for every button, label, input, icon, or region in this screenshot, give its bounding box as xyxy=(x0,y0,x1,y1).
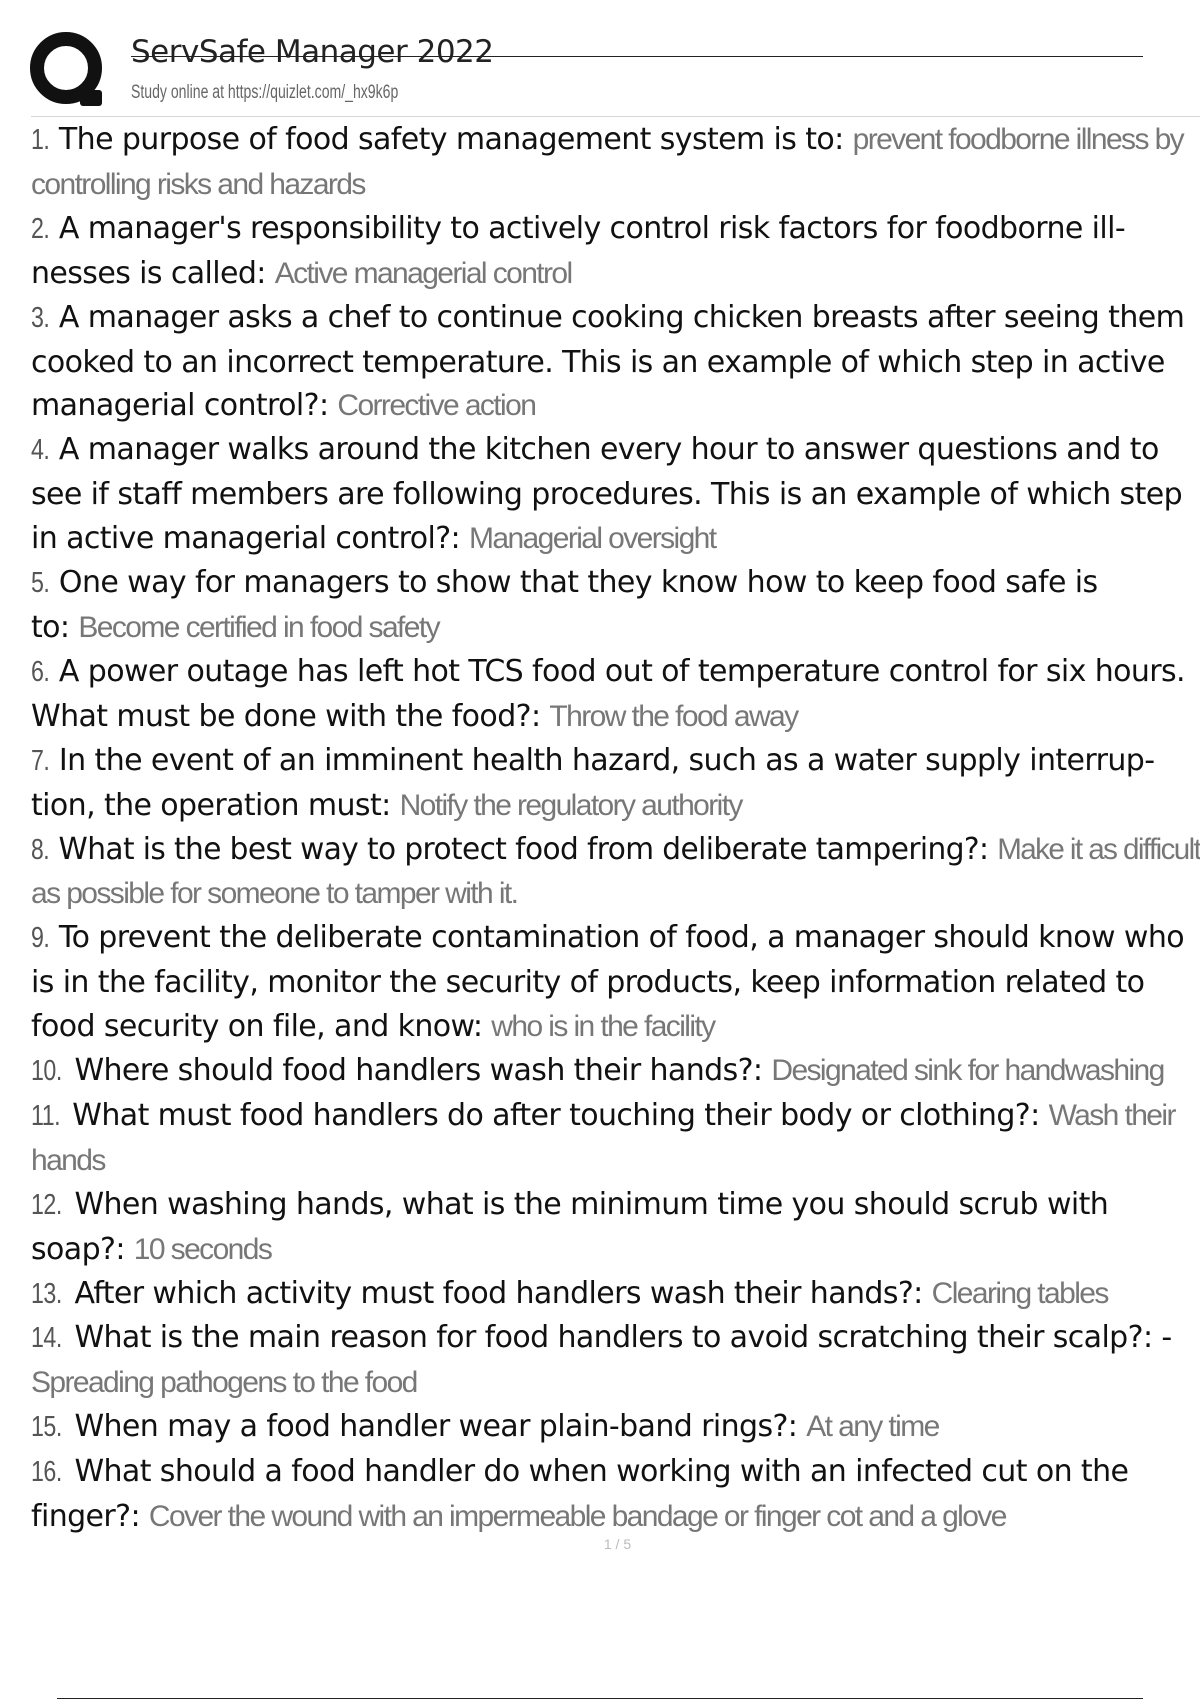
text-line xyxy=(31,163,1200,207)
answer-text: who is in the facility xyxy=(491,1010,715,1044)
answer-text: controlling risks and hazards xyxy=(31,167,365,201)
text-line xyxy=(31,961,1200,1005)
question-text: food security on file, and know: xyxy=(31,1009,492,1045)
question-text: is in the facility, monitor the security of products, keep information related to xyxy=(31,965,1145,1001)
question-text: soap?: xyxy=(31,1231,134,1267)
question-number: 10. xyxy=(31,1055,62,1088)
question-text: finger?: xyxy=(31,1499,149,1535)
answer-text: Corrective action xyxy=(337,389,536,423)
question-number: 16. xyxy=(31,1456,62,1489)
question-number: 9. xyxy=(31,922,50,955)
question-text: in active managerial control?: xyxy=(31,521,469,557)
question-text: What must food handlers do after touching their body or clothing?: xyxy=(63,1097,1049,1133)
text-line xyxy=(31,1005,1200,1049)
question-text: to: xyxy=(31,609,79,645)
text-line xyxy=(31,784,1200,828)
answer-text: Wash their xyxy=(1048,1098,1175,1132)
question-text: A manager asks a chef to continue cooking chicken breasts after seeing them xyxy=(50,299,1185,335)
question-text: nesses is called: xyxy=(31,255,275,291)
text-line xyxy=(31,916,1200,961)
title-rule xyxy=(131,56,1143,57)
question-text: A power outage has left hot TCS food out of temperature control for six hours. xyxy=(50,653,1185,689)
text-line xyxy=(31,872,1200,916)
question-text: What should a food handler do when working with an infected cut on the xyxy=(65,1454,1129,1490)
text-line xyxy=(31,739,1200,784)
text-line xyxy=(31,341,1200,385)
text-line xyxy=(31,1094,1200,1139)
text-line xyxy=(31,1316,1200,1361)
answer-text: Make it as difficult xyxy=(997,832,1200,866)
text-line xyxy=(31,428,1200,473)
question-text: To prevent the deliberate contamination of food, a manager should know who xyxy=(50,920,1185,956)
text-line xyxy=(31,1139,1200,1183)
question-text: After which activity must food handlers wash their hands?: xyxy=(65,1275,932,1311)
footer-rule xyxy=(57,1698,1143,1699)
text-line xyxy=(31,561,1200,606)
answer-text: 10 seconds xyxy=(133,1232,272,1266)
question-text: tion, the operation must: xyxy=(31,787,400,823)
text-line xyxy=(31,517,1200,561)
question-number: 14. xyxy=(31,1322,62,1355)
text-line xyxy=(31,650,1200,695)
text-line xyxy=(31,252,1200,296)
study-online-link[interactable]: Study online at https://quizlet.com/_hx9k6p xyxy=(131,82,399,103)
question-text: see if staff members are following procedures. This is an example of which step xyxy=(31,477,1183,513)
answer-text: Spreading pathogens to the food xyxy=(31,1366,417,1400)
text-line xyxy=(31,118,1200,163)
question-text: What is the best way to protect food from deliberate tampering?: xyxy=(49,831,998,867)
question-text: When may a food handler wear plain-band rings?: xyxy=(65,1409,807,1445)
text-line xyxy=(31,384,1200,428)
question-text: What must be done with the food?: xyxy=(31,698,550,734)
text-line xyxy=(31,695,1200,739)
question-number: 2. xyxy=(31,212,50,245)
answer-text: Become certified in food safety xyxy=(78,610,439,644)
answer-text: as possible for someone to tamper with it. xyxy=(31,877,518,911)
question-text: A manager walks around the kitchen every hour to answer questions and to xyxy=(50,432,1159,468)
question-number: 6. xyxy=(31,655,50,688)
answer-text: Designated sink for handwashing xyxy=(771,1054,1164,1088)
text-line xyxy=(31,606,1200,650)
text-line xyxy=(31,828,1200,873)
answer-text: At any time xyxy=(806,1410,939,1444)
answer-text: Active managerial control xyxy=(274,256,572,290)
text-line xyxy=(31,1183,1200,1228)
question-number: 3. xyxy=(31,301,50,334)
text-line xyxy=(31,473,1200,517)
document-title: ServSafe Manager 2022 xyxy=(131,34,494,70)
question-number: 12. xyxy=(31,1188,62,1221)
text-line xyxy=(31,1272,1200,1317)
question-number: 1. xyxy=(31,124,50,156)
text-line xyxy=(31,1495,1200,1539)
question-text: What is the main reason for food handlers to avoid scratching their scalp?: - xyxy=(65,1320,1172,1356)
question-number: 5. xyxy=(31,567,50,600)
page-number: 1 / 5 xyxy=(603,1536,632,1552)
header-divider xyxy=(31,116,1200,117)
text-line xyxy=(31,1450,1200,1495)
answer-text: hands xyxy=(31,1143,105,1177)
text-line xyxy=(31,1361,1200,1405)
question-number: 13. xyxy=(31,1277,62,1310)
question-text: One way for managers to show that they know how to keep food safe is xyxy=(50,565,1098,601)
flashcard-list xyxy=(31,118,1200,1539)
text-line xyxy=(31,296,1200,341)
answer-text: Managerial oversight xyxy=(469,522,716,556)
question-text: When washing hands, what is the minimum time you should scrub with xyxy=(65,1186,1109,1222)
question-number: 15. xyxy=(31,1411,62,1444)
answer-text: prevent foodborne illness by xyxy=(852,123,1184,156)
question-text: cooked to an incorrect temperature. This is an example of which step in active xyxy=(31,344,1165,380)
text-line xyxy=(31,207,1200,252)
text-line xyxy=(31,1405,1200,1450)
question-text: Where should food handlers wash their hands?: xyxy=(65,1053,772,1089)
question-text: In the event of an imminent health hazard, such as a water supply interrup- xyxy=(50,742,1155,778)
question-number: 8. xyxy=(31,833,50,866)
text-line xyxy=(31,1049,1200,1094)
answer-text: Notify the regulatory authority xyxy=(399,788,742,822)
quizlet-q-logo-icon xyxy=(28,30,112,114)
question-number: 7. xyxy=(31,744,50,777)
question-number: 11. xyxy=(31,1099,61,1132)
text-line xyxy=(31,1228,1200,1272)
answer-text: Cover the wound with an impermeable bandage or finger cot and a glove xyxy=(148,1500,1006,1534)
question-number: 4. xyxy=(31,434,50,467)
question-text: A manager's responsibility to actively control risk factors for foodborne ill- xyxy=(50,210,1126,246)
answer-text: Clearing tables xyxy=(931,1276,1108,1310)
question-text: managerial control?: xyxy=(31,388,338,424)
question-text: The purpose of food safety management system is to: xyxy=(50,122,853,157)
answer-text: Throw the food away xyxy=(549,699,798,733)
